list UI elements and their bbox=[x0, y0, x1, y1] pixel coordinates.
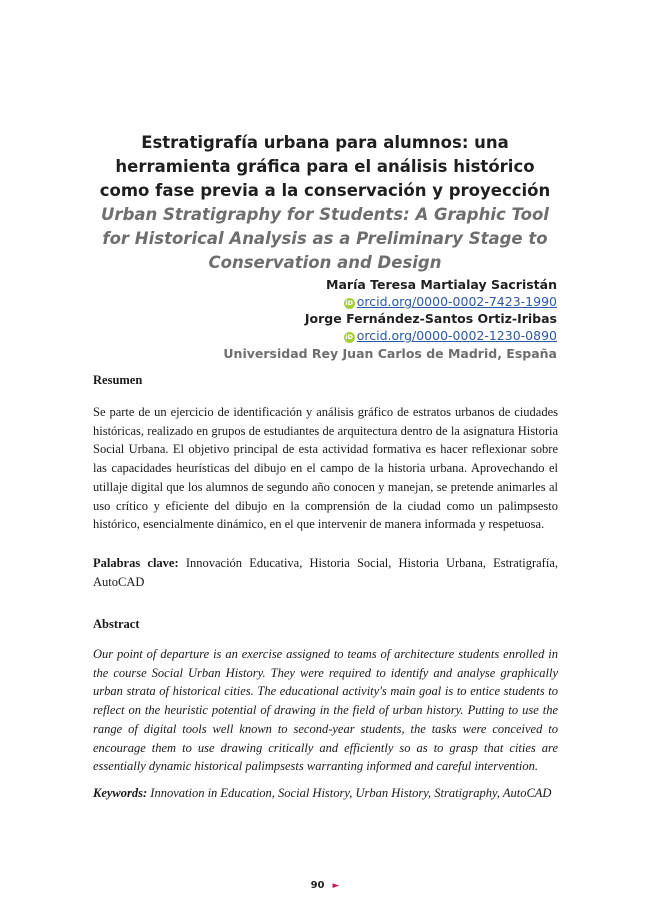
author-orcid bbox=[223, 328, 557, 344]
title-english-line: Conservation and Design bbox=[208, 253, 442, 272]
author-name: María Teresa Martialay Sacristán bbox=[326, 277, 557, 292]
resumen-heading bbox=[93, 373, 558, 388]
title-spanish-line: herramienta gráfica para el análisis histórico bbox=[115, 157, 535, 176]
title-spanish-line: como fase previa a la conservación y proyección bbox=[99, 181, 551, 200]
section-heading: Resumen bbox=[93, 373, 143, 387]
palabras-clave-label: Palabras clave: bbox=[93, 556, 179, 570]
orcid-icon: iD bbox=[345, 299, 354, 307]
keywords-label: Keywords: bbox=[93, 786, 148, 800]
title-spanish-line: Estratigrafía urbana para alumnos: una bbox=[141, 133, 509, 152]
author-name: Jorge Fernández-Santos Ortiz-Iribas bbox=[304, 311, 557, 326]
page-footer bbox=[0, 880, 650, 891]
abstract-section bbox=[93, 645, 558, 776]
resumen-text: Se parte de un ejercicio de identificación y análisis gráfico de estratos urbanos de ciudades históricas, realizado en grupos de estudiantes de arquitectura dentro de la asignatura Historia Social Urbana. El objetivo principal de esta actividad formativa es hacer reflexionar sobre las capacidades heurísticas del dibujo en el campo de la historia urbana. Aprovechando el utillaje digital que los alumnos de segundo año conocen y manejan, se pretende animarles al uso crítico y eficiente del dibujo en la comprensión de la ciudad como un palimpsesto histórico, esencialmente dinámico, en el que intervenir de manera informada y respetuosa. bbox=[93, 405, 558, 532]
affiliation: Universidad Rey Juan Carlos de Madrid, España bbox=[223, 346, 557, 361]
palabras-clave-text: Innovación Educativa, Historia Social, Historia Urbana, Estratigrafía, AutoCAD bbox=[93, 556, 558, 589]
palabras-clave-section bbox=[93, 554, 558, 591]
keywords-section bbox=[93, 784, 558, 803]
abstract-heading bbox=[93, 617, 558, 632]
author-orcid bbox=[223, 294, 557, 310]
article-title bbox=[60, 131, 590, 275]
author-block bbox=[223, 276, 557, 363]
section-heading: Abstract bbox=[93, 617, 140, 631]
orcid-link[interactable]: orcid.org/0000-0002-7423-1990 bbox=[356, 294, 557, 309]
orcid-link[interactable]: orcid.org/0000-0002-1230-0890 bbox=[356, 328, 557, 343]
title-english-line: for Historical Analysis as a Preliminary Stage to bbox=[102, 229, 548, 248]
title-english-line: Urban Stratigraphy for Students: A Graphic Tool bbox=[101, 205, 549, 224]
abstract-text: Our point of departure is an exercise assigned to teams of architecture students enrolled in the course Social Urban History. They were required to identify and analyse graphically urban strata of historical cities. The educational activity's main goal is to entice students to reflect on the heuristic potential of drawing in the field of urban history. Putting to use the range of digital tools well known to second-year students, the tasks were conceived to encourage them to use drawing critically and efficiently so as to grasp that cities are essentially dynamic historical palimpsests warranting informed and careful intervention. bbox=[93, 647, 558, 774]
page-number: 90 bbox=[310, 880, 325, 891]
palabras-clave bbox=[93, 554, 558, 591]
keywords bbox=[93, 784, 558, 803]
resumen-section bbox=[93, 403, 558, 534]
keywords-text: Innovation in Education, Social History, Urban History, Stratigraphy, AutoCAD bbox=[150, 786, 552, 800]
page-arrow-icon: ► bbox=[332, 881, 340, 891]
orcid-icon: iD bbox=[345, 333, 354, 341]
